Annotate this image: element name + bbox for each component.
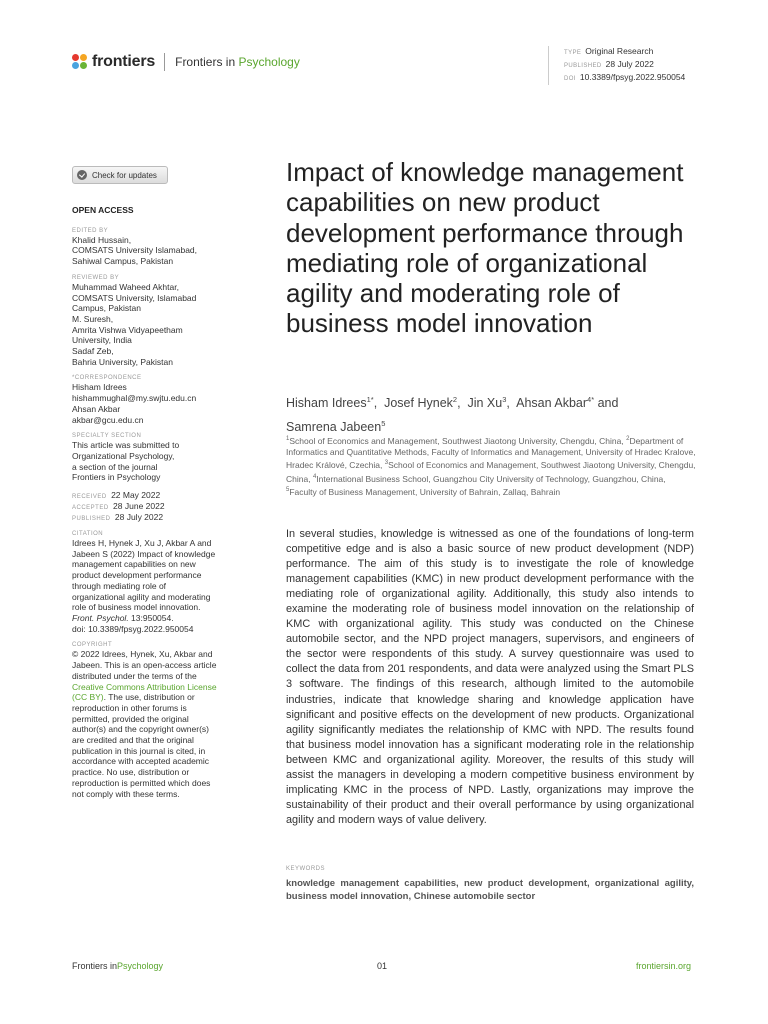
sidebar [72, 205, 242, 806]
footer-journal: Frontiers inPsychology [72, 961, 164, 971]
author[interactable]: Josef Hynek$^2$ [384, 395, 458, 411]
journal-name: Frontiers in Psychology [175, 55, 300, 69]
meta-type: TYPE Original Research [564, 46, 654, 56]
site-link[interactable]: frontiersin.org [636, 961, 692, 971]
meta-published: PUBLISHED 28 July 2022 [564, 59, 654, 69]
meta-doi: DOI 10.3389/fpsyg.2022.950054 [564, 72, 686, 82]
author-list: Hisham Idrees$^{1*}$, Josef Hynek$^2$, Jin Xu$^3$, Ahsan Akbar$^{4*}$ and Samrena Jabeen$^5$ [286, 395, 619, 434]
header-divider [164, 53, 165, 71]
check-for-updates-button[interactable]: Check for updates [72, 166, 168, 184]
citation-section: CITATION Idrees H, Hynek J, Xu J, Akbar A and Jabeen S (2022) Impact of knowledge management capabilities on new product development performance through mediating role of organizational agility and moderating role of business model innovation. Front. Psychol. 13:950054. doi: 10.3389/fpsyg.2022.950054 [72, 531, 216, 634]
published-date: PUBLISHED 28 July 2022 [72, 512, 164, 523]
frontiers-logo-icon [72, 54, 88, 70]
brand-name: frontiers [92, 53, 156, 70]
received-date: RECEIVED 22 May 2022 [72, 490, 161, 501]
open-access-label: OPEN ACCESS [72, 205, 134, 215]
edited-by-section: EDITED BY Khalid Hussain, COMSATS University Islamabad, Sahiwal Campus, Pakistan [72, 227, 198, 267]
keywords-label: KEYWORDS [286, 866, 326, 872]
article-meta [548, 46, 685, 85]
copyright-section: COPYRIGHT © 2022 Idrees, Hynek, Xu, Akbar and Jabeen. This is an open-access article distributed under the terms of the Creative Commons Attribution License (CC BY). The use, distribution or reproduction in other forums is permitted, provided the original author(s) and the copyright owner(s) are credited and that the original publication in this journal is cited, in accordance with accepted academic practice. No use, distribution or reproduction is permitted which does not comply with these terms. [72, 641, 242, 799]
author[interactable]: Ahsan Akbar$^{4*}$ [516, 395, 595, 411]
abstract: In several studies, knowledge is witnessed as one of the foundations of long-term competitive edge and is also a basic source of new product development (NDP) performance. The aim of this study is to investigate the role of knowledge management capabilities (KMC) in new product development performance with the mediating role of organizational agility. Additionally, this study also intends to examine the moderating role of business model innovation on the relationship of KMC with organizational agility. This study was conducted on the Chinese automobile sector, and the NPD project managers, supervisors, and engineers of the sector were respondents of this study. A survey questionnaire was used to collect the data from 201 respondents, and data were analyzed using the Smart PLS 3 software. The findings of this research, although limited to the automobile industries, indicate that knowledge sharing and knowledge application have significant and positive effects on the development of new products. Organizational agility significantly mediates the relationship of KMC with NPD. The results found that business model innovation has a significant moderating role in the relationship between KMC and organizational agility. Moreover, the results of this study will assist the managers in developing a modern competitive business environment by implicating KMC in the process of NPD. Lastly, organizations may improve the sustainability of their product and their overall performance by using organizational agility and modern ways of value delivery. [286, 528, 694, 826]
accepted-date: ACCEPTED 28 June 2022 [72, 501, 165, 512]
article-title: Impact of knowledge management capabilities on new product development performance through mediating role of organizational agility and moderating role of business model innovation [286, 157, 684, 339]
keywords: knowledge management capabilities, new product development, organizational agility, business model innovation, Chinese automobile sector [286, 878, 694, 902]
page-number: 01 [377, 961, 388, 971]
affiliations: $^1$School of Economics and Management, Southwest Jiaotong University, Chengdu, China, $^2$Department of Informatics and Quantitative Methods, Faculty of Informatics and Management, University of Hradec Kralove, Hradec Králové, Czechia, $^3$School of Economics and Management, Southwest Jiaotong University, Chengdu, China, $^4$International Business School, Guangzhou City University of Technology, Guangzhou, China, $^5$Faculty of Business Management, University of Bahrain, Zallaq, Bahrain [286, 435, 696, 497]
cc-by-link[interactable]: (CC BY) [72, 692, 104, 703]
frontiers-logo[interactable] [72, 53, 300, 71]
specialty-section: SPECIALTY SECTION This article was submitted to Organizational Psychology, a section of the journal Frontiers in Psychology [72, 433, 180, 483]
reviewed-by-section: REVIEWED BY Muhammad Waheed Akhtar, COMSATS University, Islamabad Campus, Pakistan M. Suresh, Amrita Vishwa Vidyapeetham University, India Sadaf Zeb, Bahria University, Pakistan [72, 274, 197, 367]
author[interactable]: Samrena Jabeen$^5$ [286, 418, 386, 434]
author[interactable]: Jin Xu$^3$ [467, 395, 507, 411]
email-link[interactable]: hishammughal@my.swjtu.edu.cn [72, 393, 197, 404]
check-icon [77, 170, 87, 180]
author[interactable]: Hisham Idrees$^{1*}$ [286, 395, 374, 411]
dates-section [72, 490, 242, 523]
email-link[interactable]: akbar@gcu.edu.cn [72, 414, 144, 425]
cc-license-link[interactable]: Creative Commons Attribution License [72, 681, 217, 692]
correspondence-section: *CORRESPONDENCE Hisham Idrees hishammughal@my.swjtu.edu.cn Ahsan Akbar akbar@gcu.edu.cn [72, 374, 242, 425]
